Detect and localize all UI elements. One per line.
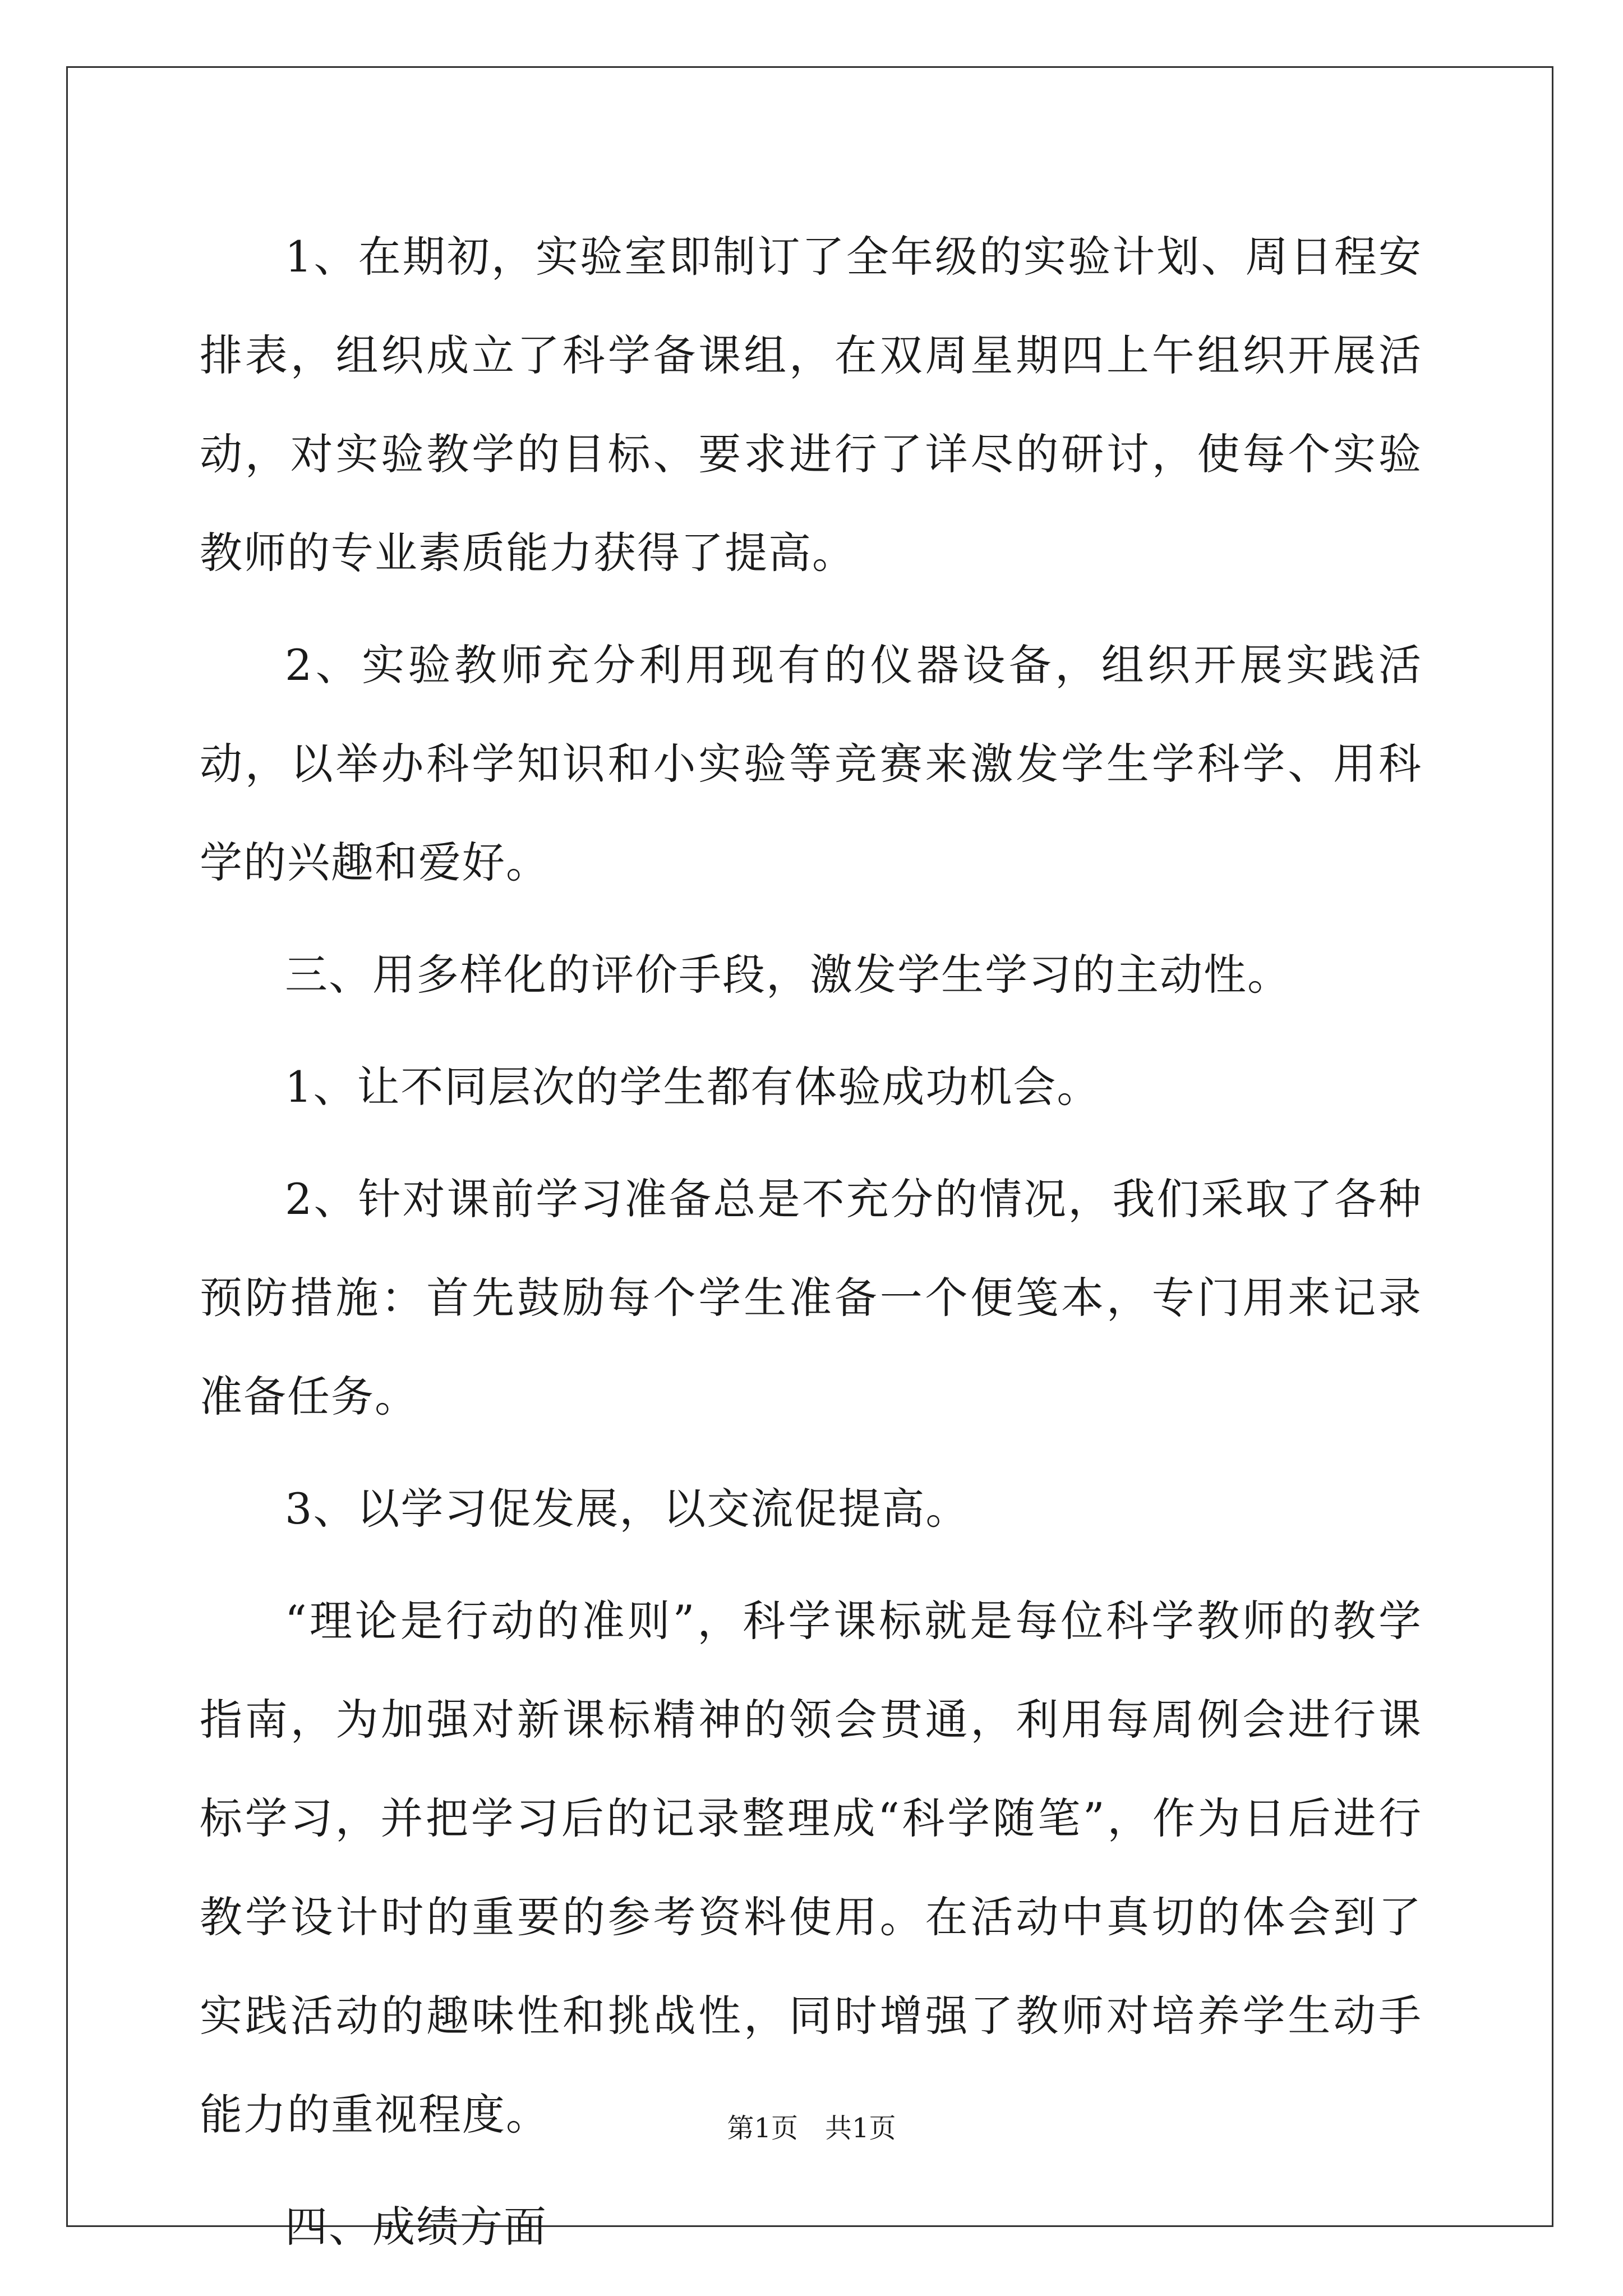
paragraph-6: 3、以学习促发展，以交流促提高。 bbox=[285, 1484, 970, 1534]
paragraph-5: 2、针对课前学习准备总是不充分的情况，我们采取了各种预防措施：首先鼓励每个学生准备一个便笺本，专门用来记录准备任务。 bbox=[200, 1174, 1422, 1421]
paragraph-3: 三、用多样化的评价手段，激发学生学习的主动性。 bbox=[285, 950, 1291, 1000]
paragraph-7: “理论是行动的准则”，科学课标就是每位科学教师的教学指南，为加强对新课标精神的领会贯通，利用每周例会进行课标学习，并把学习后的记录整理成“科学随笔”，作为日后进行教学设计时的重要的参考资料使用。在活动中真切的体会到了实践活动的趣味性和挑战性，同时增强了教师对培养学生动手能力的重视程度。 bbox=[200, 1596, 1422, 2139]
paragraph-8: 四、成绩方面 bbox=[285, 2202, 547, 2252]
page-total: 共1页 bbox=[825, 2113, 896, 2144]
document-body bbox=[200, 208, 1422, 2290]
page-footer bbox=[0, 2106, 1623, 2145]
paragraph-1: 1、在期初，实验室即制订了全年级的实验计划、周日程安排表，组织成立了科学备课组，在双周星期四上午组织开展活动，对实验教学的目标、要求进行了详尽的研讨，使每个实验教师的专业素质能力获得了提高。 bbox=[200, 232, 1422, 578]
page-number: 第1页 bbox=[727, 2113, 798, 2144]
paragraph-2: 2、实验教师充分利用现有的仪器设备，组织开展实践活动，以举办科学知识和小实验等竞赛来激发学生学科学、用科学的兴趣和爱好。 bbox=[200, 640, 1422, 887]
paragraph-4: 1、让不同层次的学生都有体验成功机会。 bbox=[285, 1062, 1101, 1112]
